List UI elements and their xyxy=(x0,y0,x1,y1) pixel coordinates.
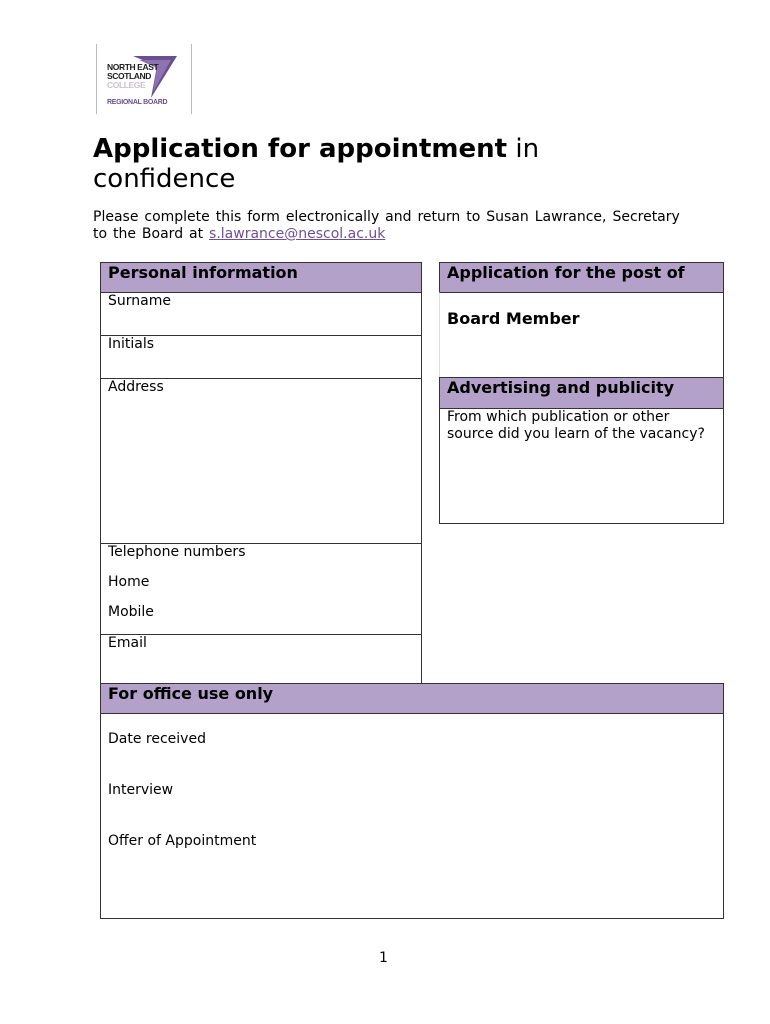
email-link[interactable]: s.lawrance@nescol.ac.uk xyxy=(209,226,386,242)
initials-label: Initials xyxy=(108,336,155,352)
date-received-label: Date received xyxy=(108,731,206,747)
advertising-question: From which publication or other source did you learn of the vacancy? xyxy=(447,409,705,442)
surname-label: Surname xyxy=(108,293,171,309)
page-title: Application for appointment in confidence xyxy=(93,134,540,194)
address-label: Address xyxy=(108,379,164,395)
mobile-label: Mobile xyxy=(108,604,154,620)
post-box xyxy=(439,292,724,378)
logo-wordmark: NORTH EAST SCOTLAND COLLEGE REGIONAL BOARD xyxy=(107,62,168,106)
home-label: Home xyxy=(108,574,150,590)
intro-text: Please complete this form electronically and return to Susan Lawrance, Secretary to the Board at s.lawrance@nescol.ac.uk xyxy=(93,209,680,242)
offer-label: Offer of Appointment xyxy=(108,833,257,849)
interview-label: Interview xyxy=(108,782,174,798)
telephone-label: Telephone numbers xyxy=(108,544,246,560)
email-label: Email xyxy=(108,635,147,651)
office-header: For office use only xyxy=(100,683,724,714)
personal-info-header: Personal information xyxy=(100,262,422,293)
advertising-header: Advertising and publicity xyxy=(439,377,724,409)
college-logo xyxy=(96,44,192,114)
page-number: 1 xyxy=(379,950,388,966)
post-header: Application for the post of xyxy=(439,262,724,293)
post-value: Board Member xyxy=(447,309,580,328)
